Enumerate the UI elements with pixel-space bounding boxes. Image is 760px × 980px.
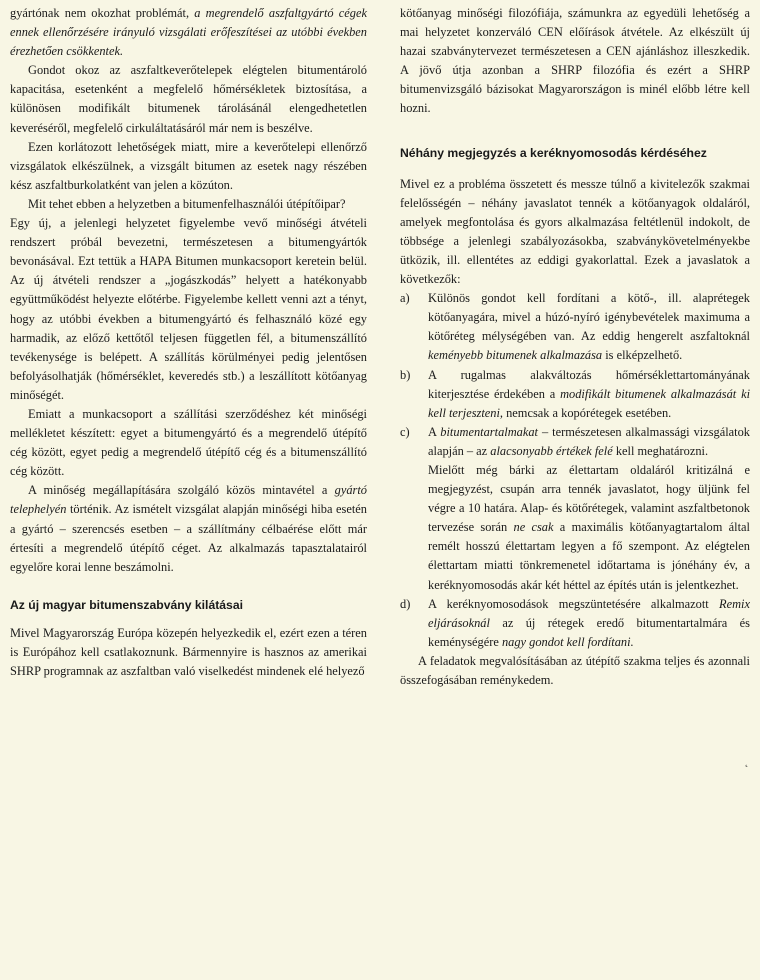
- list-marker: d): [400, 596, 411, 611]
- paragraph: Gondot okoz az aszfaltkeverőtelepek elégtelen bitumentároló kapacitása, esetenként a megfelelő hőmérsékletek biztosítása, a különösen modifikált bitumenek tárolásánál elengedhetetlen keveréséről, megfelelő cirkuláltatásáról már nem is beszélve.: [10, 63, 367, 135]
- emphasis: alacsonyabb értékek felé: [490, 443, 613, 458]
- paragraph: Ezen korlátozott lehetőségek miatt, mire a keverőtelepi ellenőrző vizsgálatok elkészülnek, a vizsgált bitumen az esetek nagy részében kész aszfaltburkolatként van jelen a közúton.: [10, 139, 367, 192]
- paragraph: gyártónak nem okozhat problémát, a megrendelő aszfaltgyártó cégek ennek ellenőrzésére irányuló vizsgálati erőfeszítései az utóbbi években érezhetően csökkentek.: [10, 6, 367, 59]
- list-marker: b): [400, 367, 411, 382]
- emphasis: bitumentartalmakat: [440, 424, 538, 439]
- paragraph: Mivel Magyarország Európa közepén helyezkedik el, ezért ezen a téren is Európához kell csatlakoznunk. Bármennyire is hasznos az amerikai SHRP programnak az aszfaltban való viselkedést mindenek elé helyező: [10, 625, 367, 678]
- right-column: [400, 4, 750, 690]
- list-item: d) A keréknyomosodások megszüntetésére alkalmazott Remix eljárásoknál az új rétegek eredő bitumentartalmára és keménységére nagy gondot kell fordítani.: [400, 596, 750, 649]
- paragraph: Mielőtt még bárki az élettartam oldaláról kritizálná e megjegyzést, csupán arra tennék javaslatot, hogy üljünk fel végre a 10 határa. Alap- és kötőrétegek, valamint aszfaltbetonok tervezése során ne csak a maximális kötőanyagtartalom által remélt hosszú élettartam legyen a fő szempont. Az elégtelen élettartam miatti tönkremenetel időtartama is jónéhány év, a keréknyomosodás akár két héttel az építés után is jelentkezhet.: [428, 462, 750, 592]
- emphasis: keményebb bitumenek alkalmazása: [428, 348, 603, 363]
- paragraph: Mivel ez a probléma összetett és messze túlnő a kivitelezők szakmai felelősségén – néhány javaslatot tennék a kötőanyagok oldaláról, amelyek megfontolása és gyors alkalmazása feltétlenül indokolt, de többsége a jelenlegi szabályozásokba, szabványkövetelményekbe ütközik, ill. ellentétes az eddigi gyakorlattal. Ezek a javaslatok a következők:: [400, 176, 750, 287]
- emphasis: modifikált bitumenek alkalmazását ki kell terjeszteni,: [428, 386, 751, 420]
- closing-paragraph: A feladatok megvalósításában az útépítő szakma teljes és azonnali összefogásában reménykedem.: [400, 653, 750, 687]
- stray-mark: ˛: [745, 757, 749, 768]
- emphasis: Remix eljárásoknál: [428, 596, 750, 630]
- emphasis: ne csak: [513, 520, 554, 535]
- proposal-list: [400, 289, 750, 652]
- section-heading: Az új magyar bitumenszabvány kilátásai: [10, 597, 244, 612]
- list-item: c) A bitumentartalmakat – természetesen alkalmassági vizsgálatok alapján – az alacsonyabb értékek felé kell meghatározni. Mielőtt még bárki az élettartam oldaláról kritizálná e megjegyzést, csupán arra tennék javaslatot, hogy üljünk fel végre a 10 határa. Alap- és kötőrétegek, valamint aszfaltbetonok tervezése során ne csak a maximális kötőanyagtartalom által remélt hosszú élettartam legyen a fő szempont. Az elégtelen élettartam miatti tönkremenetel időtartama is jónéhány év, a keréknyomosodás akár két héttel az építés után is jelentkezhet.: [400, 423, 750, 595]
- paragraph: Egy új, a jelenlegi helyzetet figyelembe vevő minőségi átvételi rendszert próbál bevezetni, természetesen a bitumengyártók bevonásával. Ezt tettük a HAPA Bitumen munkacsoport keretein belül. Az új átvételi rendszer a „jogászkodás” helyett a hatékonyabb együttműködést helyezte előtérbe. Figyelembe kellett venni azt a tényt, hogy az utóbbi években a bitumengyártó és felhasználó közé egy harmadik, az előző kettőtől teljesen független fél, a bitumenszállító tevékenysége is belépett. A szállítás körülményei pedig jelentősen befolyásolhatják (hőmérséklet, keveredés stb.) a leszállított kötőanyag minőségét.: [10, 216, 367, 402]
- list-item: b) A rugalmas alakváltozás hőmérséklettartományának kiterjesztése érdekében a modifikált bitumenek alkalmazását ki kell terjeszteni, nemcsak a kopórétegek esetében.: [400, 367, 751, 420]
- paragraph: A minőség megállapítására szolgáló közös mintavétel a gyártó telephelyén történik. Az ismételt vizsgálat alapján minőségi hiba esetén a gyártó – szerencsés esetben – a szállítmány célbaérése előtt már értesíti a megrendelő útépítő céget. Az alkalmazás tapasztalatairól egyelőre korai lenne beszámolni.: [10, 483, 367, 574]
- left-column: [10, 4, 367, 681]
- section-heading: Néhány megjegyzés a keréknyomosodás kérdéséhez: [400, 145, 707, 160]
- paragraph: kötőanyag minőségi filozófiája, számunkra az egyedüli lehetőség a mai helyzetet konzerváló CEN előírások átvétele. Az elkészült új hazai szabványtervezet természetesen a CEN ajánláshoz illeszkedik. A jövő útja azonban a SHRP filozófia és ezért a SHRP bitumenvizsgáló bázisokat Magyarországon is minél előbb létre kell hozni.: [400, 6, 750, 116]
- paragraph: Emiatt a munkacsoport a szállítási szerződéshez két minőségi mellékletet készített: egyet a bitumengyártó és a megrendelő útépítő cég között, egyet pedig a megrendelő útépítő cég és a bitumenszállító cég között.: [10, 406, 367, 479]
- emphasis: nagy gondot kell fordítani.: [501, 634, 634, 649]
- emphasis: gyártó telephelyén: [10, 483, 367, 517]
- list-marker: a): [400, 291, 410, 306]
- list-marker: c): [400, 424, 410, 439]
- paragraph: Mit tehet ebben a helyzetben a bitumenfelhasználói útépítőipar?: [28, 196, 346, 211]
- emphasis: a megrendelő aszfaltgyártó cégek ennek ellenőrzésére irányuló vizsgálati erőfeszítései az utóbbi években érezhetően csökkentek.: [10, 6, 367, 59]
- list-item: a) Különös gondot kell fordítani a kötő-, ill. alaprétegek kötőanyagára, mivel a húzó-nyíró igénybevételek maximuma a kötőréteg mélységében van. Az eddig hengerelt aszfaltoknál keményebb bitumenek alkalmazása is elképzelhető.: [400, 291, 750, 363]
